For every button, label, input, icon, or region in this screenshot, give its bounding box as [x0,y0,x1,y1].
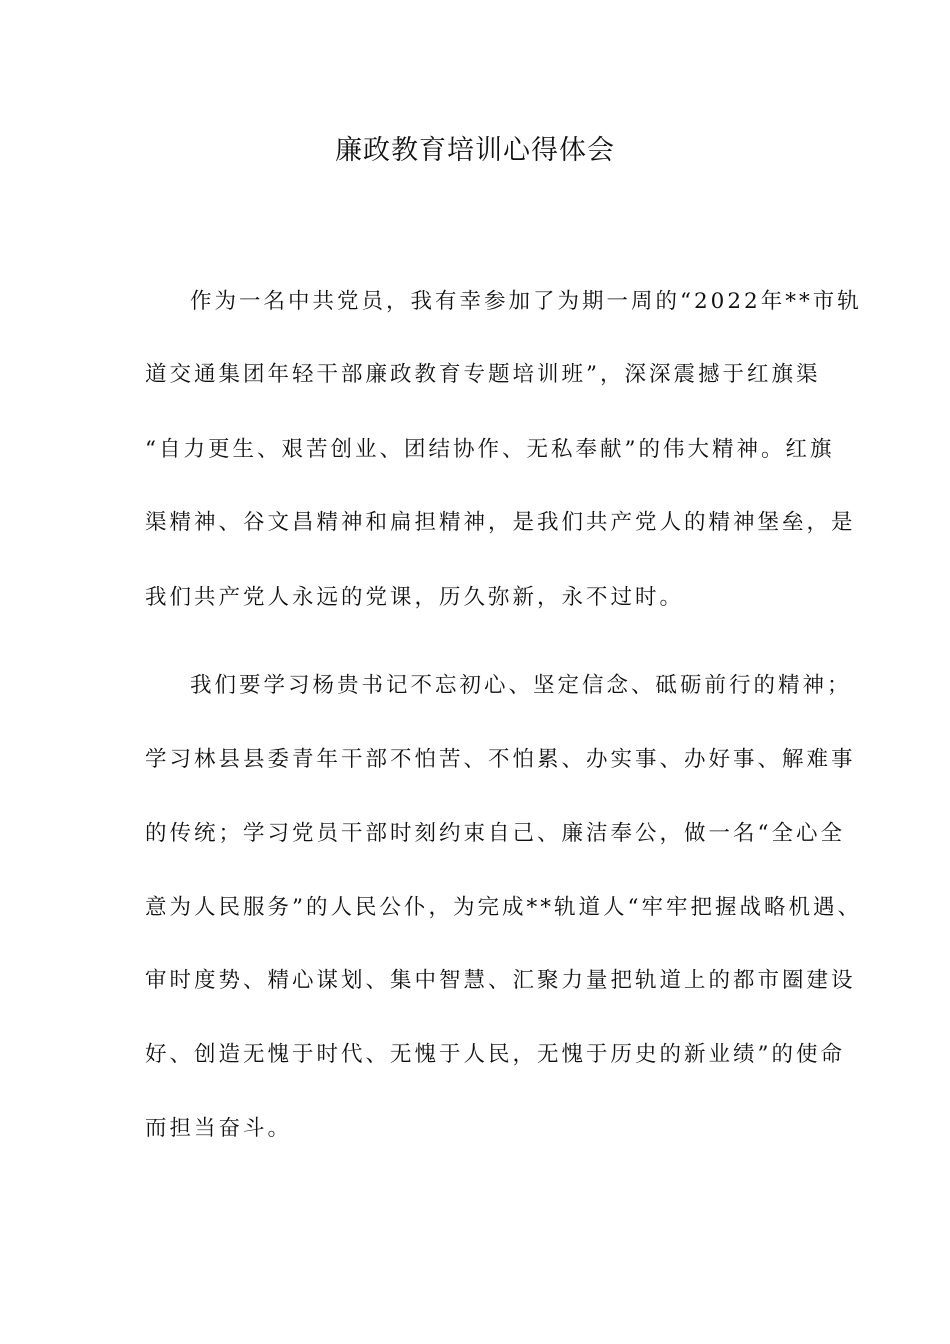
paragraph-line: 好、创造无愧于时代、无愧于人民，无愧于历史的新业绩”的使命 [145,1042,845,1067]
document-title: 廉政教育培训心得体会 [335,135,615,166]
paragraph-line: 的传统；学习党员干部时刻约束自己、廉洁奉公，做一名“全心全 [145,821,845,846]
paragraph-line: 学习林县县委青年干部不怕苦、不怕累、办实事、办好事、解难事 [145,747,856,772]
paragraph-line: 审时度势、精心谋划、集中智慧、汇聚力量把轨道上的都市圈建设 [145,968,856,993]
paragraph-line: 意为人民服务”的人民公仆，为完成**轨道人“牢牢把握战略机遇、 [145,895,862,920]
paragraph-line: 我们共产党人永远的党课，历久弥新，永不过时。 [145,585,685,610]
paragraph-line: 我们要学习杨贵书记不忘初心、坚定信念、砥砺前行的精神； [190,673,852,698]
paragraph-line: 而担当奋斗。 [145,1116,293,1141]
paragraph-line: 道交通集团年轻干部廉政教育专题培训班”，深深震撼于红旗渠 [145,362,821,387]
paragraph-line: 作为一名中共党员，我有幸参加了为期一周的“2022年**市轨 [190,289,862,314]
paragraph-line: 渠精神、谷文昌精神和扁担精神，是我们共产党人的精神堡垒，是 [145,510,856,535]
paragraph-line: “自力更生、艰苦创业、团结协作、无私奉献”的伟大精神。红旗 [145,437,835,462]
